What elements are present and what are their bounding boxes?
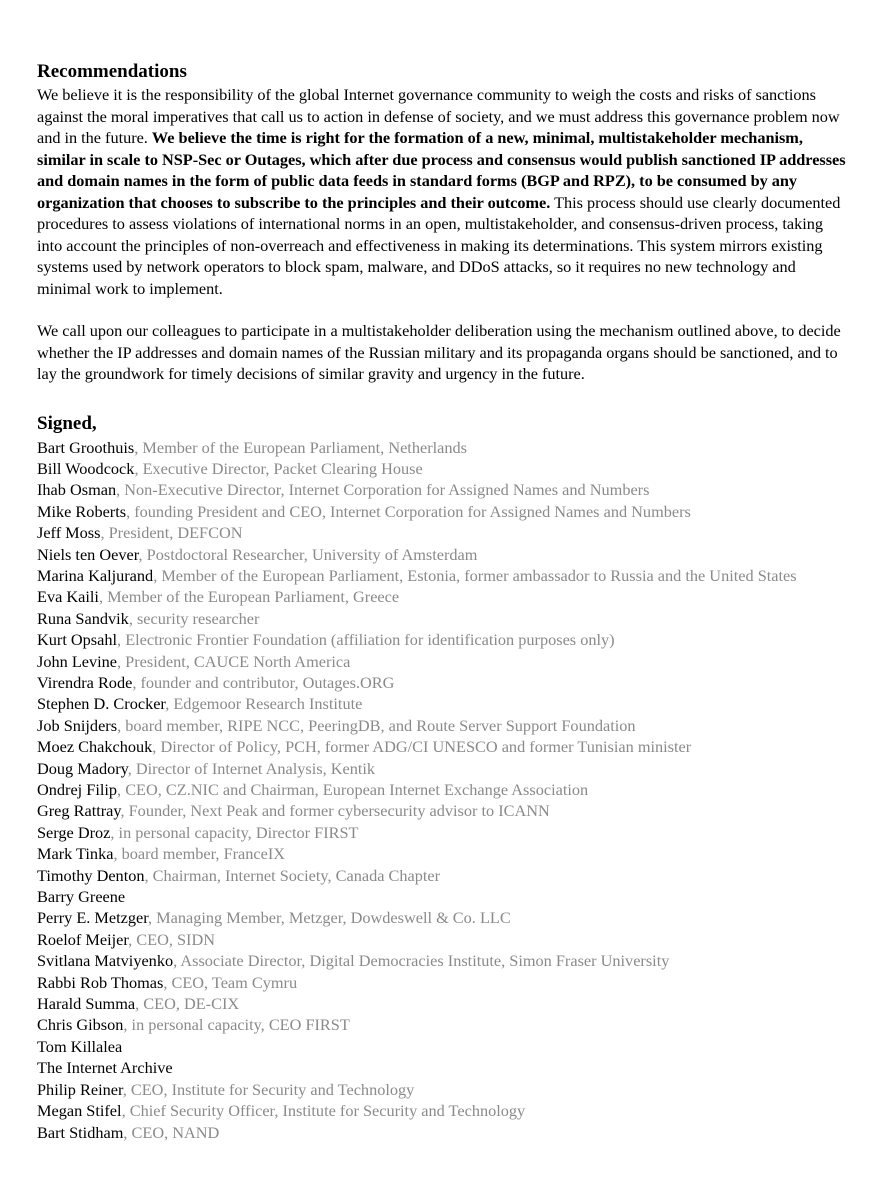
signer-name: Kurt Opsahl: [37, 630, 118, 650]
recommendation-intro: We believe it is the responsibility of the global Internet governance community to weigh the costs and risks of sanctions against the moral imperatives that call us to action in defense of society, and we must address this governance problem now and in the future.: [37, 85, 840, 147]
signer-name: Ihab Osman: [37, 480, 117, 500]
signer-affiliation: , Director of Policy, PCH, former ADG/CI UNESCO and former Tunisian minister: [152, 737, 692, 757]
signer-entry: [37, 1122, 850, 1143]
signer-name: Serge Droz: [37, 822, 111, 842]
signer-entry: [37, 972, 850, 993]
signer-affiliation: , CEO, CZ.NIC and Chairman, European Internet Exchange Association: [117, 780, 589, 799]
signer-name: Bart Stidham: [37, 1122, 124, 1142]
section-heading: Recommendations: [37, 61, 187, 82]
signer-name: Philip Reiner: [37, 1079, 123, 1099]
signer-entry: [37, 800, 850, 821]
signer-entry: [37, 672, 850, 693]
signer-affiliation: , Postdoctoral Researcher, University of Amsterdam: [138, 544, 478, 564]
signer-affiliation: , CEO, Institute for Security and Technology: [122, 1079, 415, 1099]
signer-affiliation: , CEO, Team Cymru: [163, 972, 298, 992]
signer-entry: [37, 522, 850, 543]
signer-affiliation: , Non-Executive Director, Internet Corporation for Assigned Names and Numbers: [116, 480, 650, 500]
signer-entry: [37, 886, 850, 907]
signer-affiliation: , Chief Security Officer, Institute for Security and Technology: [121, 1101, 526, 1121]
signer-affiliation: , CEO, NAND: [123, 1122, 220, 1142]
signer-entry: [37, 458, 850, 479]
signer-entry: [37, 843, 850, 864]
signer-name: Rabbi Rob Thomas: [37, 972, 164, 992]
signer-name: Moez Chakchouk: [37, 737, 153, 757]
signer-affiliation: , Director of Internet Analysis, Kentik: [127, 758, 376, 778]
signer-entry: [37, 907, 850, 928]
signer-affiliation: , Founder, Next Peak and former cybersecurity advisor to ICANN: [120, 801, 550, 821]
signer-affiliation: , board member, RIPE NCC, PeeringDB, and Route Server Support Foundation: [117, 715, 636, 735]
signer-name: Virendra Rode: [37, 672, 133, 692]
signer-entry: [37, 736, 850, 757]
signer-affiliation: , Associate Director, Digital Democracies Institute, Simon Fraser University: [173, 951, 670, 971]
signer-name: Greg Rattray: [37, 801, 121, 821]
signer-affiliation: , Electronic Frontier Foundation (affiliation for identification purposes only): [117, 630, 615, 650]
signer-name: Doug Madory: [37, 758, 128, 778]
signer-name: John Levine: [37, 651, 118, 671]
signer-name: Mike Roberts: [37, 501, 127, 521]
signer-name: The Internet Archive: [37, 1058, 173, 1078]
signer-name: Stephen D. Crocker: [37, 694, 166, 714]
signer-name: Megan Stifel: [37, 1101, 122, 1121]
signer-name: Perry E. Metzger: [37, 908, 149, 928]
signer-name: Roelof Meijer: [37, 929, 129, 949]
signer-affiliation: , Member of the European Parliament, Greece: [98, 587, 400, 607]
signer-entry: [37, 758, 850, 779]
signer-affiliation: , security researcher: [128, 608, 260, 628]
signer-entry: [37, 651, 850, 672]
signer-affiliation: , Member of the European Parliament, Estonia, former ambassador to Russia and the United States: [153, 565, 797, 585]
signer-entry: [37, 822, 850, 843]
signer-entry: [37, 693, 850, 714]
signer-entry: [37, 715, 850, 736]
signer-entry: [37, 629, 850, 650]
signer-entry: [37, 865, 850, 886]
signer-name: Timothy Denton: [37, 865, 145, 885]
signer-affiliation: , Chairman, Internet Society, Canada Chapter: [144, 865, 441, 885]
signer-entry: [37, 1057, 850, 1078]
signer-affiliation: , President, CAUCE North America: [117, 651, 351, 671]
paragraph-gap: [37, 299, 850, 320]
signer-affiliation: , CEO, DE-CIX: [135, 994, 240, 1014]
signer-affiliation: , founding President and CEO, Internet Corporation for Assigned Names and Numbers: [126, 501, 691, 521]
signer-name: Jeff Moss: [37, 523, 101, 543]
signer-entry: [37, 1014, 850, 1035]
signer-entry: [37, 586, 850, 607]
recommendation-paragraph: [37, 84, 850, 299]
signer-entry: [37, 501, 850, 522]
signer-affiliation: , in personal capacity, CEO FIRST: [123, 1015, 350, 1035]
call-to-action-paragraph: We call upon our colleagues to participate in a multistakeholder deliberation using the mechanism outlined above, to decide whether the IP addresses and domain names of the Russian military and its propaganda organs should be sanctioned, and to lay the groundwork for timely decisions of similar gravity and urgency in the future.: [37, 321, 841, 383]
signer-name: Eva Kaili: [37, 587, 99, 607]
signer-name: Barry Greene: [37, 887, 126, 907]
signer-name: Job Snijders: [37, 715, 118, 735]
signer-name: Tom Killalea: [37, 1036, 123, 1056]
signer-entry: [37, 779, 850, 800]
signer-affiliation: , Member of the European Parliament, Netherlands: [134, 437, 467, 457]
signer-name: Chris Gibson: [37, 1015, 124, 1035]
signer-affiliation: , Managing Member, Metzger, Dowdeswell & Co. LLC: [148, 908, 511, 928]
signer-name: Bill Woodcock: [37, 458, 135, 478]
signer-entry: [37, 950, 850, 971]
signer-affiliation: , in personal capacity, Director FIRST: [110, 822, 359, 842]
signer-name: Niels ten Oever: [37, 544, 139, 564]
signer-name: Mark Tinka: [37, 844, 114, 864]
signer-entry: [37, 608, 850, 629]
signer-affiliation: , Executive Director, Packet Clearing House: [134, 458, 423, 478]
signer-name: Svitlana Matviyenko: [37, 951, 174, 971]
signer-entry: [37, 1100, 850, 1121]
signed-heading: Signed,: [37, 412, 97, 434]
signer-list: [37, 437, 850, 1143]
signer-entry: [37, 544, 850, 565]
signer-entry: [37, 437, 850, 458]
signer-affiliation: , CEO, SIDN: [128, 929, 215, 949]
signer-entry: [37, 1036, 850, 1057]
signer-entry: [37, 1079, 850, 1100]
signer-entry: [37, 565, 850, 586]
signer-name: Marina Kaljurand: [37, 565, 154, 585]
signer-name: Harald Summa: [37, 994, 136, 1014]
signer-affiliation: , board member, FranceIX: [113, 844, 286, 864]
signer-entry: [37, 929, 850, 950]
signer-affiliation: , Edgemoor Research Institute: [165, 694, 363, 714]
signer-affiliation: , President, DEFCON: [100, 523, 243, 543]
signer-affiliation: , founder and contributor, Outages.ORG: [132, 672, 395, 692]
signer-name: Runa Sandvik: [37, 608, 129, 628]
signer-entry: [37, 479, 850, 500]
recommendation-rest: This process should use clearly documented procedures to assess violations of international norms in an open, multistakeholder, and consensus-driven process, taking into account the principles of non-overreach and effectiveness in making its determinations. This system mirrors existing systems used by network operators to block spam, malware, and DDoS attacks, so it requires no new technology and minimal work to implement.: [37, 192, 841, 298]
signer-name: Bart Groothuis: [37, 437, 135, 457]
signer-entry: [37, 993, 850, 1014]
signer-name: Ondrej Filip: [37, 780, 118, 799]
recommendation-bold: We believe the time is right for the formation of a new, minimal, multistakeholder mechanism, similar in scale to NSP-Sec or Outages, which after due process and consensus would publish sanctioned IP addresses and domain names in the form of public data feeds in standard forms (BGP and RPZ), to be consumed by any organization that chooses to subscribe to the principles and their outcome.: [37, 128, 846, 212]
